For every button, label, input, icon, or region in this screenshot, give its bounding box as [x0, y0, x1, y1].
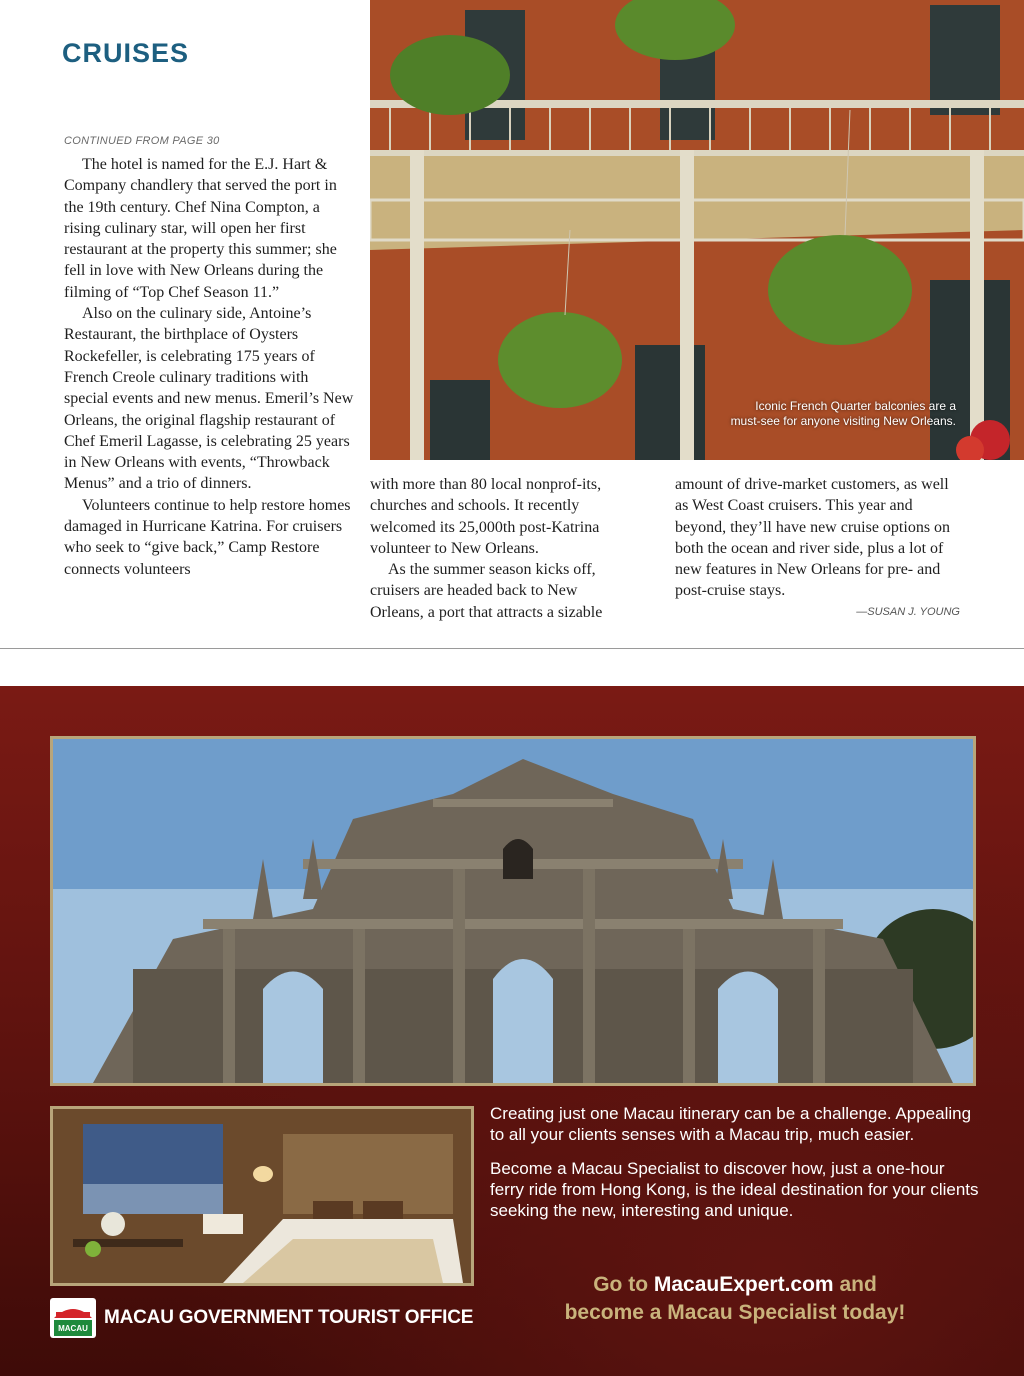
continued-from-label: CONTINUED FROM PAGE 30	[64, 135, 220, 147]
paragraph: Volunteers continue to help restore homes damaged in Hurricane Katrina. For cruisers who seek to “give back,” Camp Restore connects volunteers	[64, 496, 351, 578]
paragraph: The hotel is named for the E.J. Hart & Company chandlery that served the port in the 19th century. Chef Nina Compton, a rising culinary star, will open her first restaurant at the property this summer; she fell in love with New Orleans during the filming of “Top Chef Season 11.”	[64, 156, 337, 301]
mgto-name: MACAU GOVERNMENT TOURIST OFFICE	[104, 1307, 474, 1328]
mgto-logo	[50, 1298, 473, 1338]
paragraph: amount of drive-market customers, as well as West Coast cruisers. This year and beyond, they’ll have new cruise options on both the ocean and river side, plus a lot of new features in New Orleans for pre- and post-cruise stays.	[675, 476, 951, 600]
cta-line-2: become a Macau Specialist today!	[564, 1301, 906, 1324]
cta-prefix: Go to	[593, 1273, 654, 1296]
page-divider	[0, 648, 1024, 649]
article-column-1	[64, 154, 354, 580]
hotel-room-photo	[50, 1106, 474, 1286]
ad-paragraph: Become a Macau Specialist to discover how, just a one-hour ferry ride from Hong Kong, is the ideal destination for your clients seeking the new, interesting and unique.	[490, 1159, 979, 1220]
author-byline: —SUSAN J. YOUNG	[856, 606, 960, 618]
article-column-2	[370, 474, 632, 623]
paragraph: Also on the culinary side, Antoine’s Restaurant, the birthplace of Oysters Rockefeller, is celebrating 175 years of French Creole culinary traditions with special events and new menus. Emeril’s New Orleans, the original flagship restaurant of Chef Emeril Lagasse, is celebrating 25 years in New Orleans with events, “Throwback Menus” and a trio of dinners.	[64, 305, 354, 493]
section-title: CRUISES	[62, 38, 190, 68]
french-quarter-balcony-photo	[370, 0, 1024, 460]
ad-body-copy	[490, 1103, 980, 1234]
hotel-room-illustration	[53, 1109, 471, 1283]
macau-logo-icon	[50, 1298, 96, 1338]
cta-suffix: and	[833, 1273, 877, 1296]
paragraph: with more than 80 local nonprof-its, churches and schools. It recently welcomed its 25,000th post-Katrina volunteer to New Orleans.	[370, 476, 602, 557]
article-column-3	[675, 474, 960, 602]
ruins-of-st-pauls-photo	[50, 736, 976, 1086]
photo-caption: Iconic French Quarter balconies are a must-see for anyone visiting New Orleans.	[730, 399, 956, 428]
facade-illustration	[53, 739, 973, 1083]
call-to-action	[500, 1271, 970, 1327]
logo-mark-text: MACAU	[58, 1324, 88, 1333]
cta-line-1	[500, 1271, 970, 1299]
ad-paragraph: Creating just one Macau itinerary can be a challenge. Appealing to all your clients senses with a Macau trip, much easier.	[490, 1104, 972, 1144]
macau-advertisement	[0, 686, 1024, 1376]
balcony-illustration	[370, 0, 1024, 460]
paragraph: As the summer season kicks off, cruisers are headed back to New Orleans, a port that attracts a sizable	[370, 561, 603, 621]
cta-url-link[interactable]: MacauExpert.com	[653, 1273, 834, 1296]
